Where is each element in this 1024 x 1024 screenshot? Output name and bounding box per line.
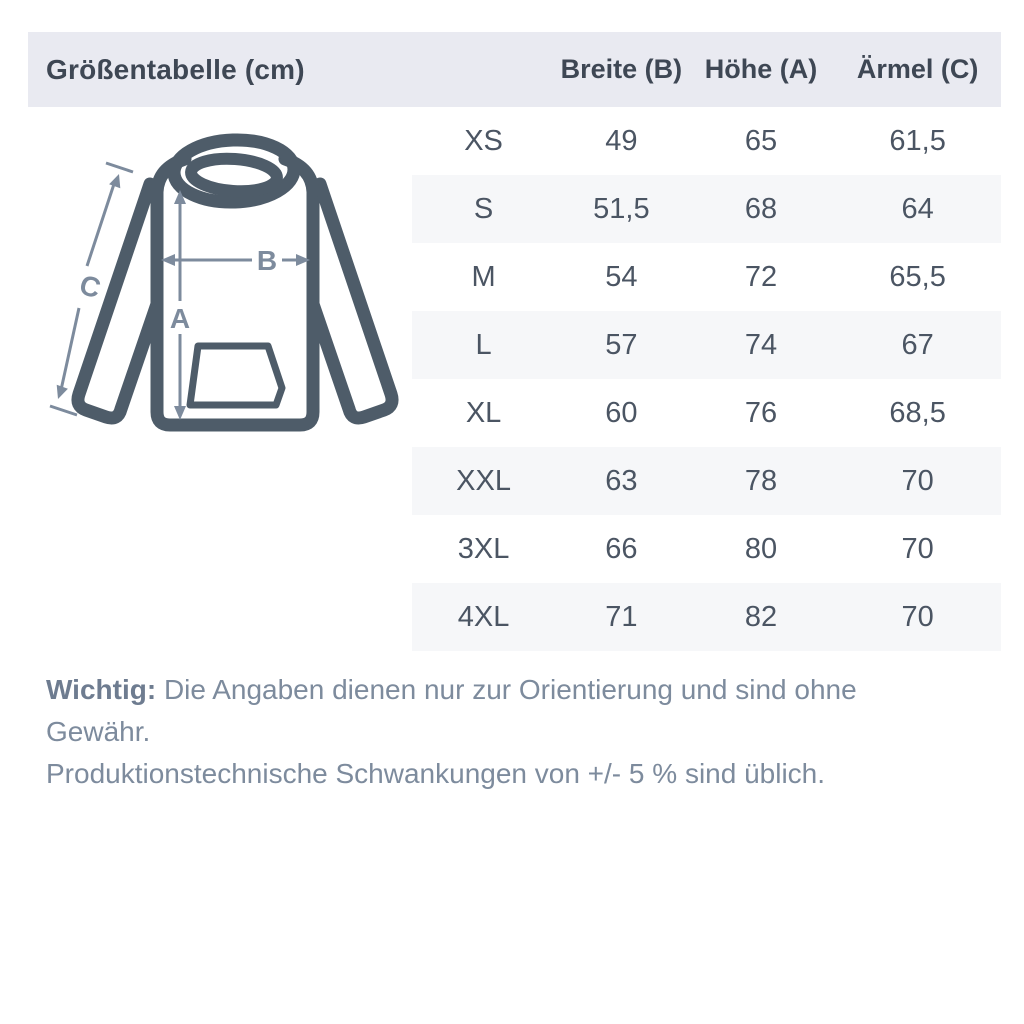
width-value: 54 [605,260,638,293]
size-label: L [475,328,492,361]
table-row-l [412,311,1001,379]
column-header-width: Breite (B) [560,54,683,84]
width-value: 49 [605,124,638,157]
label-c: C [76,268,105,305]
arrow-c-line [61,308,79,390]
hoodie-measurement-diagram [30,118,430,466]
sleeve-value: 70 [901,600,934,633]
disclaimer-note [46,669,966,795]
size-label: XS [464,124,503,157]
arrow-c-tick-top [106,163,133,172]
sleeve-value: 70 [901,464,934,497]
height-value: 72 [744,260,778,293]
height-value: 65 [744,124,778,157]
table-row-m [412,243,1001,311]
size-table [412,107,1001,651]
arrow-c-line [87,184,114,266]
size-chart-header [28,32,1001,107]
disclaimer-important-label: Wichtig: [46,674,157,705]
size-label: 3XL [457,532,510,565]
arrow-c-tick-bottom [50,406,77,415]
height-value: 78 [744,464,778,497]
size-label: S [473,192,494,225]
arrow-a-head-down-icon [174,406,186,420]
page-title: Größentabelle (cm) [46,53,305,85]
table-row-xl [412,379,1001,447]
arrow-c-head-top-icon [109,174,120,188]
width-value: 51,5 [593,192,650,225]
table-row-xxl [412,447,1001,515]
size-label: 4XL [457,600,510,633]
arrow-c-head-bottom-icon [57,385,68,399]
height-value: 80 [744,532,778,565]
label-a: A [169,303,191,334]
size-label: M [471,260,496,293]
height-value: 82 [744,600,778,633]
column-header-sleeve: Ärmel (C) [856,54,979,84]
sleeve-value: 65,5 [889,260,946,293]
height-value: 68 [744,192,778,225]
size-label: XXL [456,464,511,497]
sleeve-value: 68,5 [889,396,946,429]
sleeve-value: 67 [901,328,934,361]
width-value: 60 [605,396,638,429]
size-label: XL [465,396,502,429]
column-header-row [412,32,1001,107]
width-value: 57 [605,328,638,361]
sleeve-value: 61,5 [889,124,946,157]
height-value: 74 [744,328,778,361]
label-b: B [256,245,278,276]
disclaimer-line1: Die Angaben dienen nur zur Orientierung und sind ohne Gewähr. [46,674,857,747]
hoodie-outline-icon [78,138,392,425]
column-header-height: Höhe (A) [704,54,818,84]
width-value: 63 [605,464,638,497]
disclaimer-line2: Produktionstechnische Schwankungen von +/- 5 % sind üblich. [46,758,826,789]
height-value: 76 [744,396,778,429]
table-row-xs [412,107,1001,175]
table-row-s [412,175,1001,243]
sleeve-value: 70 [901,532,934,565]
sleeve-value: 64 [901,192,934,225]
table-row-3xl [412,515,1001,583]
table-row-4xl [412,583,1001,651]
width-value: 66 [605,532,638,565]
width-value: 71 [605,600,638,633]
